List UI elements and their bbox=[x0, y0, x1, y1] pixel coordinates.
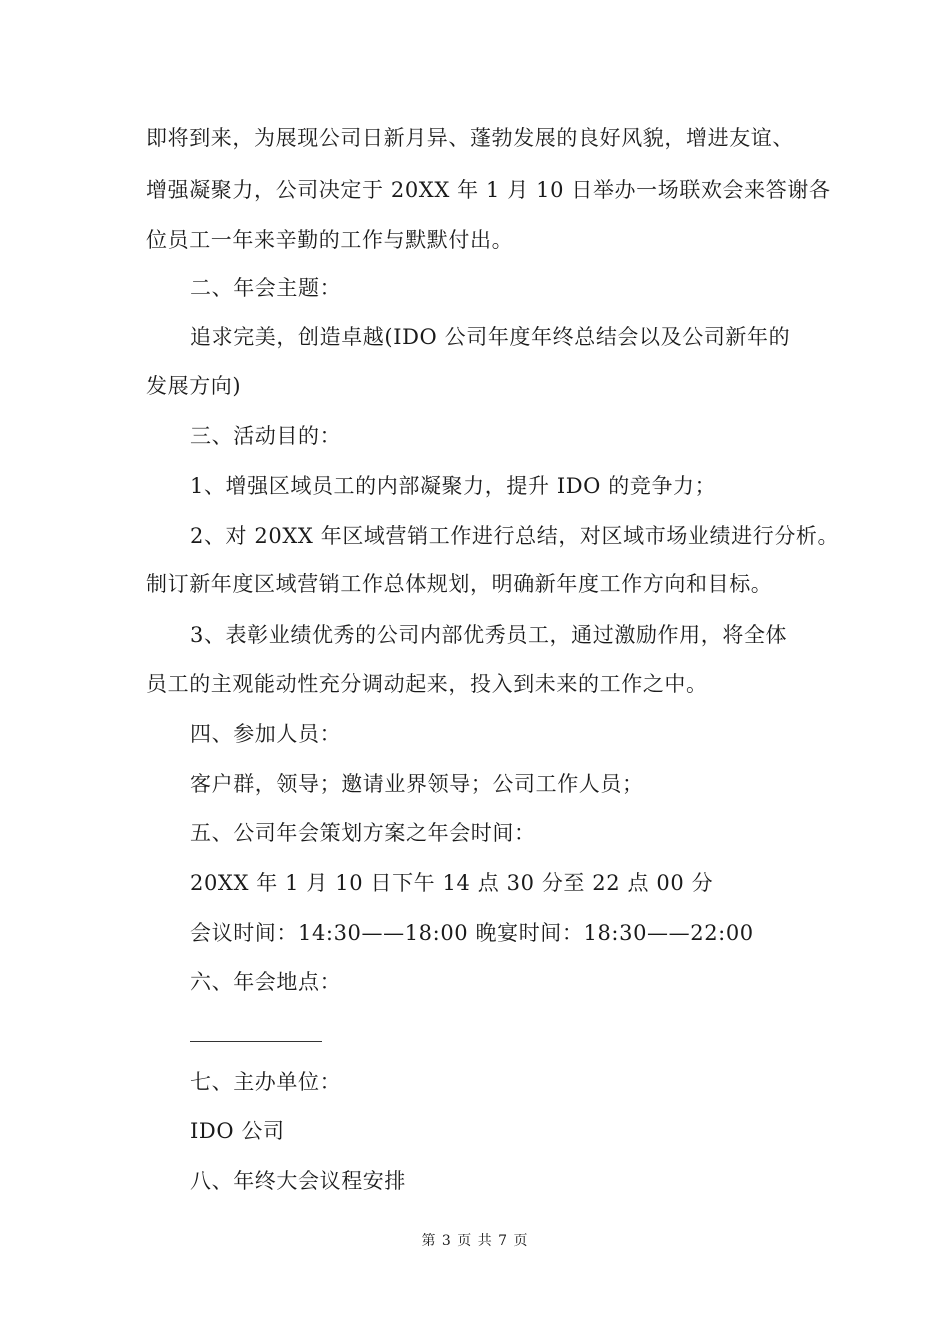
section-heading: 七、主办单位： bbox=[190, 1070, 342, 1094]
paragraph-line: 员工的主观能动性充分调动起来，投入到未来的工作之中。 bbox=[146, 672, 708, 696]
list-item: 2、对 20XX 年区域营销工作进行总结，对区域市场业绩进行分析。 bbox=[190, 524, 840, 548]
paragraph-line: 会议时间：14:30——18:00 晚宴时间：18:30——22:00 bbox=[190, 921, 754, 945]
paragraph-line: IDO 公司 bbox=[190, 1119, 285, 1143]
list-item: 3、表彰业绩优秀的公司内部优秀员工，通过激励作用，将全体 bbox=[190, 623, 788, 647]
paragraph-line: 发展方向) bbox=[146, 374, 242, 398]
paragraph-line: 即将到来，为展现公司日新月异、蓬勃发展的良好风貌，增进友谊、 bbox=[146, 126, 794, 150]
paragraph-line: 追求完美，创造卓越(IDO 公司年度年终总结会以及公司新年的 bbox=[190, 325, 791, 349]
list-item: 1、增强区域员工的内部凝聚力，提升 IDO 的竞争力； bbox=[190, 474, 717, 498]
paragraph-line: 位员工一年来辛勤的工作与默默付出。 bbox=[146, 228, 514, 252]
paragraph-line: 客户群，领导；邀请业界领导；公司工作人员； bbox=[190, 772, 644, 796]
paragraph-line: 20XX 年 1 月 10 日下午 14 点 30 分至 22 点 00 分 bbox=[190, 871, 714, 895]
section-heading: 四、参加人员： bbox=[190, 722, 342, 746]
section-heading: 五、公司年会策划方案之年会时间： bbox=[190, 821, 536, 845]
paragraph-line: 制订新年度区域营销工作总体规划，明确新年度工作方向和目标。 bbox=[146, 572, 773, 596]
section-heading: 三、活动目的： bbox=[190, 424, 342, 448]
section-heading: 二、年会主题： bbox=[190, 276, 342, 300]
page-number-footer: 第 3 页 共 7 页 bbox=[421, 1233, 529, 1249]
section-heading: 八、年终大会议程安排 bbox=[190, 1169, 406, 1193]
fill-in-blank-line bbox=[190, 1041, 322, 1042]
paragraph-line: 增强凝聚力，公司决定于 20XX 年 1 月 10 日举办一场联欢会来答谢各 bbox=[146, 178, 831, 202]
section-heading: 六、年会地点： bbox=[190, 970, 342, 994]
